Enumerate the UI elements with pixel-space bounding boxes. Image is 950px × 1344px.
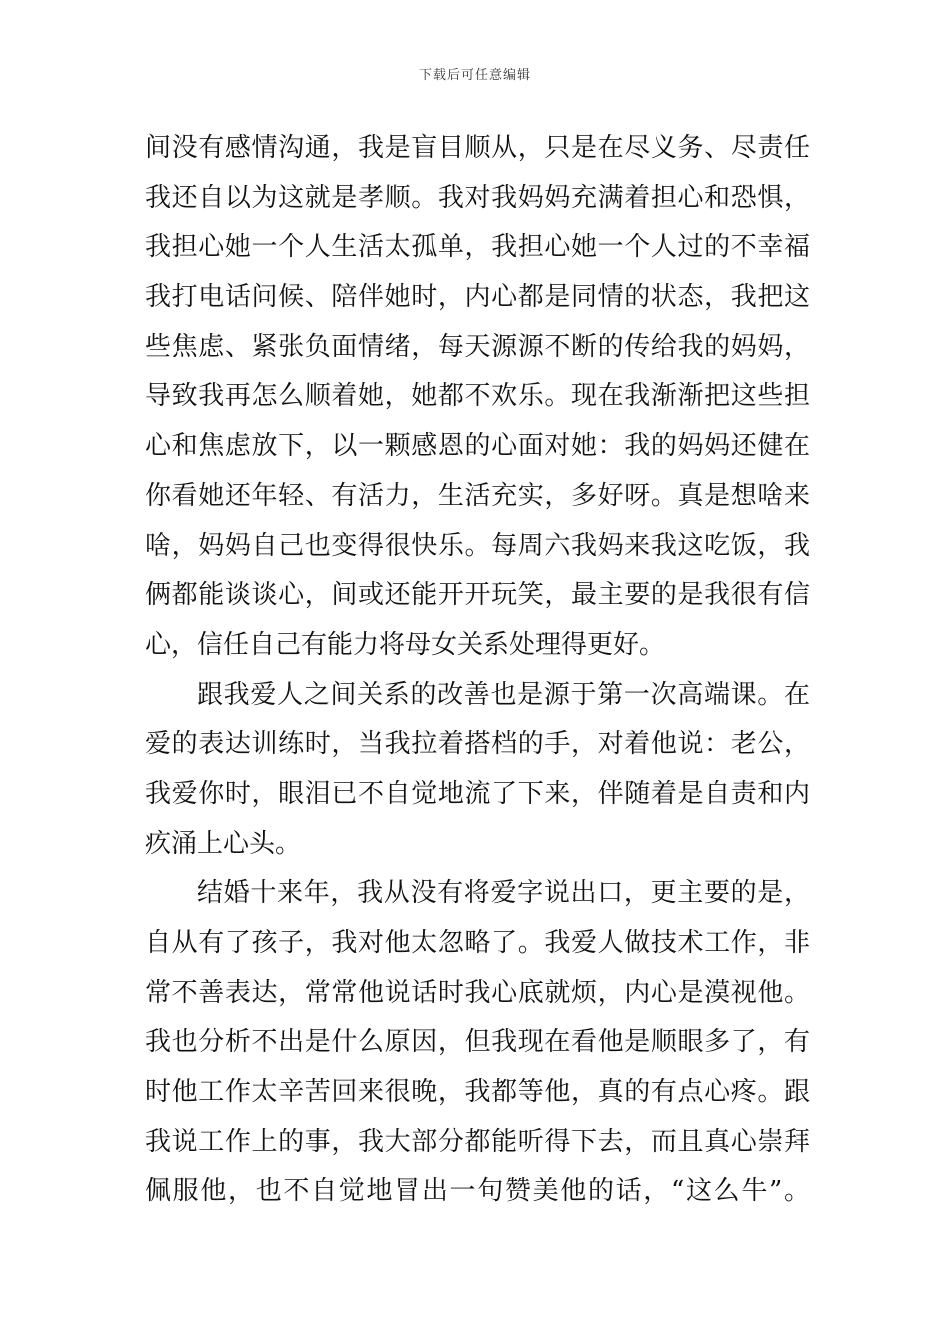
text-line: 我说工作上的事，我大部分都能听得下去，而且真心崇拜 <box>145 1126 810 1157</box>
text-line: 导致我再怎么顺着她，她都不欢乐。现在我渐渐把这些担 <box>145 381 810 412</box>
text-line: 俩都能谈谈心，间或还能开开玩笑，最主要的是我很有信 <box>145 580 810 611</box>
text-line: 我也分析不出是什么原因，但我现在看他是顺眼多了，有 <box>145 1027 810 1058</box>
text-line: 心，信任自己有能力将母女关系处理得更好。 <box>145 629 666 660</box>
text-line: 疚涌上心头。 <box>145 828 302 859</box>
page-header: 下载后可任意编辑 <box>418 68 531 83</box>
text-line: 心和焦虑放下，以一颗感恩的心面对她：我的妈妈还健在 <box>145 431 810 462</box>
text-line: 我爱你时，眼泪已不自觉地流了下来，伴随着是自责和内 <box>145 778 810 809</box>
text-line: 常不善表达，常常他说话时我心底就烦，内心是漠视他。 <box>145 977 810 1008</box>
text-line: 我担心她一个人生活太孤单，我担心她一个人过的不幸福 <box>145 232 810 263</box>
body-text <box>145 124 810 1217</box>
text-line: 佩服他，也不自觉地冒出一句赞美他的话，“这么牛”。 <box>145 1176 810 1207</box>
text-line: 自从有了孩子，我对他太忽略了。我爱人做技术工作，非 <box>145 928 810 958</box>
text-line: 爱的表达训练时，当我拉着搭档的手，对着他说：老公， <box>145 729 810 760</box>
text-line: 我打电话问候、陪伴她时，内心都是同情的状态，我把这 <box>145 282 810 313</box>
text-line: 啥，妈妈自己也变得很快乐。每周六我妈来我这吃饭，我 <box>145 530 810 561</box>
text-line: 间没有感情沟通，我是盲目顺从，只是在尽义务、尽责任 <box>145 133 810 163</box>
paragraph-start-line: 跟我爱人之间关系的改善也是源于第一次高端课。在 <box>197 679 810 710</box>
text-line: 你看她还年轻、有活力，生活充实，多好呀。真是想啥来 <box>145 480 810 511</box>
text-line: 时他工作太辛苦回来很晚，我都等他，真的有点心疼。跟 <box>145 1077 810 1108</box>
text-line: 些焦虑、紧张负面情绪，每天源源不断的传给我的妈妈， <box>145 331 810 362</box>
paragraph-start-line: 结婚十来年，我从没有将爱字说出口，更主要的是， <box>197 878 810 909</box>
text-line: 我还自以为这就是孝顺。我对我妈妈充满着担心和恐惧， <box>145 182 810 213</box>
